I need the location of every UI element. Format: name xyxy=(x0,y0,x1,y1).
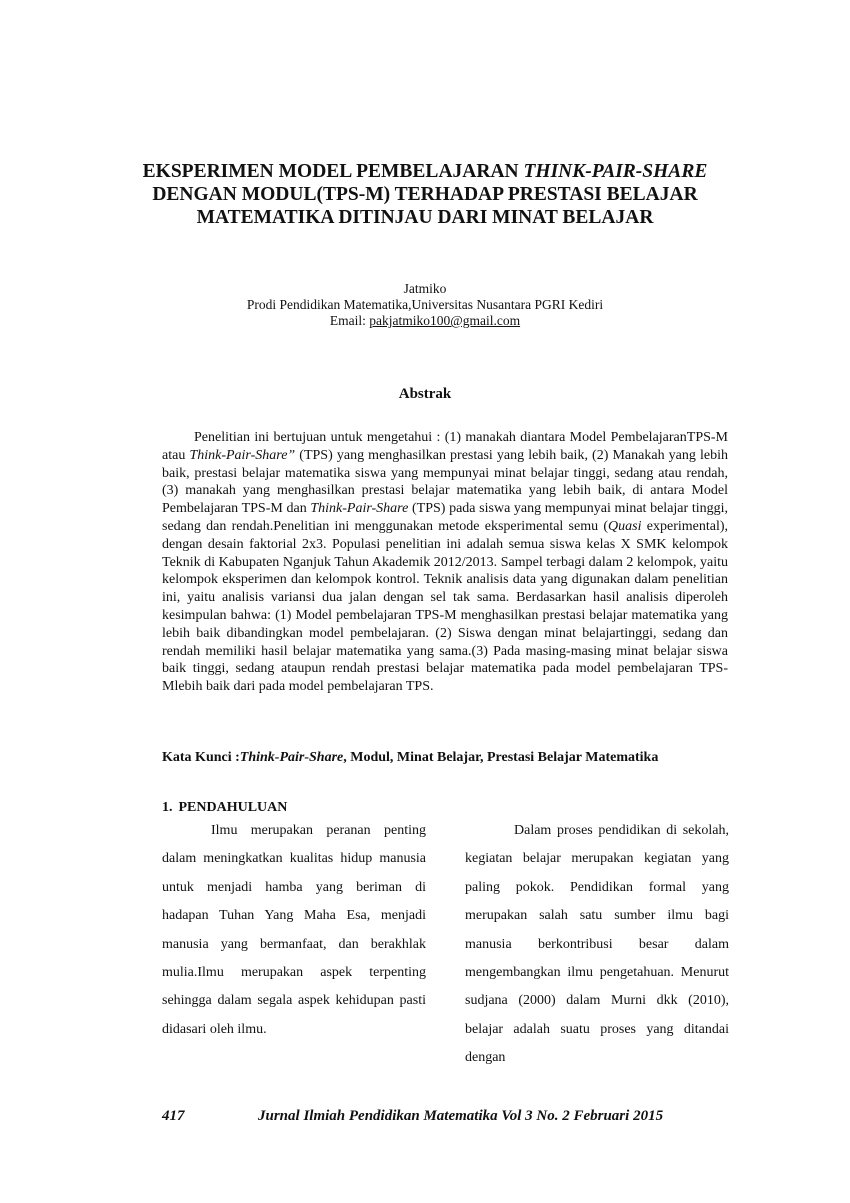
section-number: 1. xyxy=(162,800,173,815)
paper-title xyxy=(140,160,710,229)
right-column-paragraph: Dalam proses pendidikan di sekolah, kegiatan belajar merupakan kegiatan yang paling pokok. Pendidikan formal yang merupakan salah satu sumber ilmu bagi manusia berkontribusi besar dalam mengembangkan ilmu pengetahuan. Menurut sudjana (2000) dalam Murni dkk (2010), belajar adalah suatu proses yang ditandai dengan xyxy=(465,823,729,1066)
journal-name: Jurnal Ilmiah Pendidikan Matematika Vol 3 No. 2 Februari 2015 xyxy=(258,1108,664,1124)
abstract-paragraph xyxy=(162,429,728,696)
left-column-paragraph: Ilmu merupakan peranan penting dalam meningkatkan kualitas hidup manusia untuk menjadi hamba yang beriman di hadapan Tuhan Yang Maha Esa, menjadi manusia yang bermanfaat, dan berakhlak mulia.Ilmu merupakan aspek terpenting sehingga dalam segala aspek kehidupan pasti didasari oleh ilmu. xyxy=(162,823,426,1037)
author-name: Jatmiko xyxy=(403,281,447,296)
abstract-text-4: experimental), dengan desain faktorial 2x3. Populasi penelitian ini adalah semua siswa kelas X SMK kelompok Teknik di Kabupaten Nganjuk Tahun Akademik 2012/2013. Sampel terbagi dalam 2 kelompok, yaitu kelompok eksperimen dan kelompok kontrol. Teknik analisis data yang digunakan dalam penelitian ini, yaitu analisis variansi dua jalan dengan sel tak sama. Berdasarkan hasil analisis diperoleh kesimpulan bahwa: (1) Model pembelajaran TPS-M menghasilkan prestasi belajar matematika yang lebih baik dibandingkan model pembelajaran. (2) Siswa dengan minat belajartinggi, sedang dan rendah memiliki hasil belajar matematika yang sama.(3) Pada masing-masing minat belajar siswa baik tinggi, sedang ataupun rendah prestasi belajar matematika pada model pembelajaran TPS-Mlebih baik dari pada model pembelajaran TPS. xyxy=(162,518,729,695)
abstract-body xyxy=(162,429,728,696)
abstract-italic-3: Quasi xyxy=(608,518,642,534)
abstract-italic-2: Think-Pair-Share xyxy=(310,501,409,517)
title-part-1: EKSPERIMEN MODEL PEMBELAJARAN xyxy=(142,161,524,182)
author-block xyxy=(150,281,700,329)
author-email-line xyxy=(150,313,700,329)
email-link[interactable]: pakjatmiko100@gmail.com xyxy=(369,313,521,328)
section-title: PENDAHULUAN xyxy=(178,800,288,815)
abstract-text-1: Penelitian ini bertujuan untuk mengetahui : (1) manakah diantara Model PembelajaranTPS-M atau xyxy=(162,430,728,463)
abstract-text-2: (TPS) yang menghasilkan prestasi yang lebih baik, (2) Manakah yang lebih baik, prestasi belajar matematika siswa yang mempunyai minat belajar tinggi, sedang atau rendah, (3) manakah yang menghasilkan prestasi belajar matematika yang lebih baik, di antara Model Pembelajaran TPS-M dan xyxy=(162,447,728,517)
email-label: Email: xyxy=(329,313,370,328)
keywords-italic: Think-Pair-Share xyxy=(239,750,344,765)
keywords-rest: , Modul, Minat Belajar, Prestasi Belajar Matematika xyxy=(343,750,659,765)
page-number: 417 xyxy=(162,1108,185,1124)
author-affiliation: Prodi Pendidikan Matematika,Universitas Nusantara PGRI Kediri xyxy=(246,297,604,312)
abstract-heading: Abstrak xyxy=(398,386,452,402)
section-heading xyxy=(162,800,293,816)
keywords xyxy=(162,750,732,766)
abstract-text-3: (TPS) pada siswa yang mempunyai minat belajar tinggi, sedang dan rendah.Penelitian ini menggunakan metode eksperimental semu ( xyxy=(162,501,728,534)
title-part-2: DENGAN MODUL(TPS-M) TERHADAP PRESTASI BELAJAR MATEMATIKA DITINJAU DARI MINAT BELAJAR xyxy=(152,184,698,228)
abstract-italic-1: Think-Pair-Share” xyxy=(189,447,296,463)
right-column xyxy=(465,817,729,1073)
title-italic: THINK-PAIR-SHARE xyxy=(523,161,708,182)
keywords-label: Kata Kunci : xyxy=(162,750,240,765)
left-column xyxy=(162,817,426,1044)
